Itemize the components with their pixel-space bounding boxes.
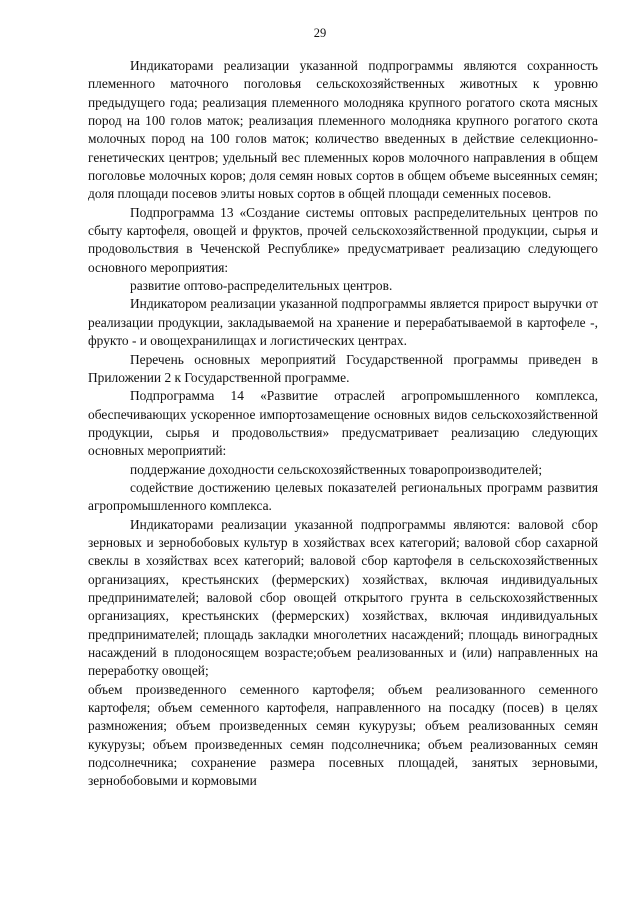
page-number: 29 xyxy=(313,26,327,40)
document-body xyxy=(88,57,598,791)
list-item-income-support: поддержание доходности сельскохозяйственных товаропроизводителей; xyxy=(130,461,543,477)
list-item-wholesale-centers: развитие оптово-распределительных центров. xyxy=(130,278,393,294)
paragraph-subprogram-13: Подпрограмма 13 «Создание системы оптовых распределительных центров по сбыту картофеля, овощей и фруктов, прочей сельскохозяйственной продукции, сырья и продовольствия в Чеченской Республике» предусматривает реализацию следующего основного мероприятия: xyxy=(88,204,598,275)
paragraph-subprogram-14: Подпрограмма 14 «Развитие отраслей агропромышленного комплекса, обеспечивающих ускоренное импортозамещение основных видов сельскохозяйственной продукции, сырья и продовольствия» предусматривает реализацию следующих основных мероприятий: xyxy=(88,388,598,459)
list-item-regional-targets: содействие достижению целевых показателей региональных программ развития агропромышленного комплекса. xyxy=(88,479,598,514)
paragraph-indicators-harvest: Индикаторами реализации указанной подпрограммы являются: валовой сбор зерновых и зернобобовых культур в хозяйствах всех категорий; валовой сбор сахарной свеклы в хозяйствах всех категорий; валовой сбор картофеля в сельскохозяйственных организациях, крестьянских (фермерских) хозяйствах, включая индивидуальных предпринимателей; валовой сбор овощей открытого грунта в сельскохозяйственных организациях, крестьянских (фермерских) хозяйствах, включая индивидуальных предпринимателей; площадь закладки многолетних насаждений; площадь виноградных насаждений в плодоносящем возрасте;объем реализованных и (или) направленных на переработку овощей; xyxy=(88,516,598,679)
paragraph-indicator-revenue: Индикатором реализации указанной подпрограммы является прирост выручки от реализации продукции, закладываемой на хранение и перерабатываемой в картофеле -, фрукто - и овощехранилищах и логистических центрах. xyxy=(88,296,598,349)
paragraph-measures-list: Перечень основных мероприятий Государственной программы приведен в Приложении 2 к Государственной программе. xyxy=(88,351,598,385)
paragraph-indicators-seeds: объем произведенного семенного картофеля; объем реализованного семенного картофеля; объем семенного картофеля, направленного на посадку (посев) в целях размножения; объем произведенных семян кукурузы; объем реализованных семян кукурузы; объем произведенных семян подсолнечника; объем реализованных семян подсолнечника; сохранение размера посевных площадей, занятых зерновыми, зернобобовыми и кормовыми xyxy=(88,681,598,789)
paragraph-indicators-breeding: Индикаторами реализации указанной подпрограммы являются сохранность племенного маточного поголовья сельскохозяйственных животных к уровню предыдущего года; реализация племенного молодняка крупного рогатого скота мясных пород на 100 голов маток; реализация племенного молодняка крупного рогатого скота молочных пород на 100 голов маток; количество введенных в действие селекционно- генетических центров; удельный вес племенных коров молочного направления в общем поголовье молочных коров; доля семян новых сортов в общем объеме высеянных семян; доля площади посевов элиты новых сортов в общей площади семенных посевов. xyxy=(88,58,598,202)
